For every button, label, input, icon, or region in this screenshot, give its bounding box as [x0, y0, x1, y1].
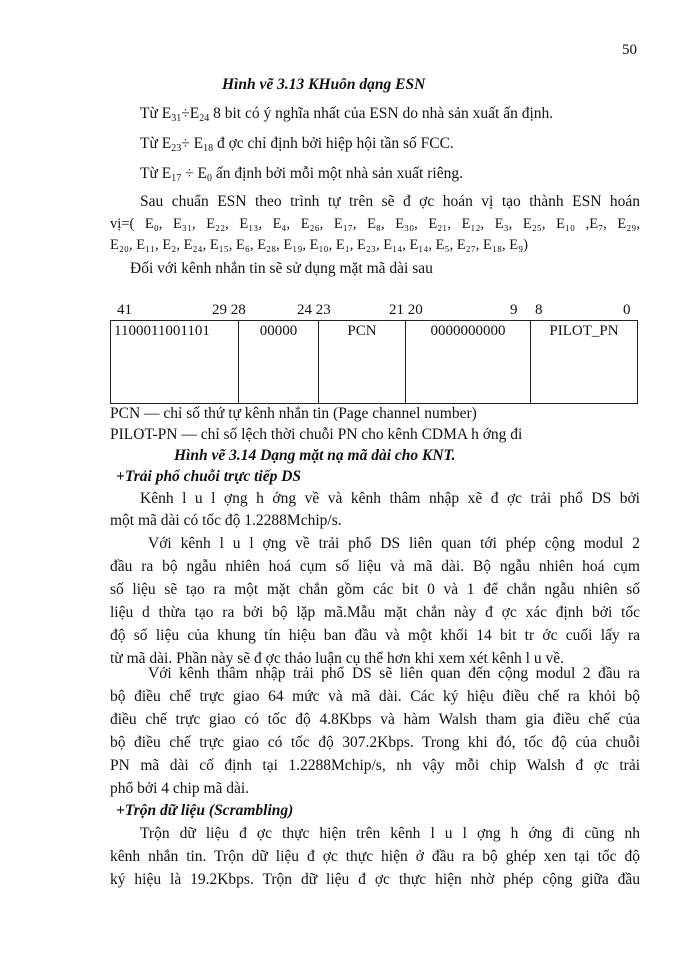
esn-line-2-a: Từ E [140, 135, 172, 152]
esn-line-2-sub2: 18 [203, 143, 214, 154]
esn-line-2-sub1: 23 [171, 143, 182, 154]
ds-para-3-line-3: điều chế trực giao có tốc độ 4.8Kbps và hàm Walsh tham gia điều chế của [110, 711, 640, 728]
scr-para-line-1: Trộn dữ liệu đ ợc thực hiện trên kênh l u l ợng h ớng đi cũng nh [140, 825, 640, 842]
scr-para-line-3: ký hiệu là 19.2Kbps. Trộn dữ liệu đ ợc thực hiện nhờ phép cộng giữa đầu [110, 871, 640, 888]
long-code-mask-frame [110, 320, 638, 404]
esn-line-1-b: ÷E [181, 105, 200, 122]
esn-line-1-a: Từ E [140, 105, 172, 122]
esn-line-1-sub2: 24 [199, 113, 210, 124]
bit-label-8: 8 [535, 302, 543, 318]
ds-para-2-line-4: liệu d thừa tạo ra bởi bộ lặp mã.Mẫu mặt chắn này đ ợc xác định bởi tốc [110, 604, 640, 621]
esn-line-3-sub2: 0 [206, 173, 212, 184]
scr-para-line-2: kênh nhắn tin. Trộn dữ liệu đ ợc thực hiện ở đầu ra bộ ghép xen tại tốc độ [110, 848, 640, 865]
def-pilot-pn: PILOT-PN — chỉ số lệch thời chuỗi PN cho kênh CDMA h ớng đi [110, 426, 523, 443]
ds-para-3-line-6: phổ bởi 4 chip mã dài. [110, 780, 250, 797]
bit-label-41: 41 [117, 302, 132, 318]
ds-para-2-line-6: từ mã dài. Phần này sẽ đ ợc thảo luận cụ thể hơn khi xem xét kênh l u về. [110, 650, 564, 667]
field-zeros-12: 0000000000 [406, 321, 531, 404]
esn-line-1-sub1: 31 [171, 113, 182, 124]
ds-para-1-line-2: một mã dài có tốc độ 1.2288Mchip/s. [110, 512, 342, 529]
figure-3-14-caption: Hình vẽ 3.14 Dạng mặt nạ mã dài cho KNT. [174, 447, 456, 464]
field-pcn: PCN [319, 321, 406, 404]
paging-channel-intro: Đối với kênh nhắn tin sẽ sử dụng mặt mã dài sau [130, 260, 433, 277]
bit-label-24-23: 24 23 [297, 302, 331, 318]
ds-para-2-line-1: Với kênh l u l ợng về trải phổ DS liên quan tới phép cộng modul 2 [148, 535, 640, 552]
section-scrambling-heading: +Trộn dữ liệu (Scrambling) [116, 802, 294, 819]
esn-line-1-c: 8 bit có ý nghĩa nhất của ESN do nhà sản xuất ấn định. [209, 105, 554, 122]
ds-para-3-line-4: bộ điều chế trực giao có tốc độ 307.2Kbps. Trong khi đó, tốc độ của chuỗi [110, 734, 640, 751]
field-pilot-pn: PILOT_PN [531, 321, 638, 404]
esn-line-2-b: ÷ E [181, 135, 204, 152]
ds-para-3-line-2: bộ điều chế trực giao 64 mức và mã dài. Các ký hiệu điều chế ra khỏi bộ [110, 688, 640, 705]
ds-para-3-line-5: PN mã dài cố định tại 1.2288Mchip/s, nh vậy mỗi chip Walsh đ ợc trải [110, 757, 640, 774]
ds-para-2-line-2: đầu ra bộ ngẫu nhiên hoá cụm số liệu và mã dài. Bộ ngẫu nhiên hoá cụm [110, 558, 640, 575]
esn-line-3-sub1: 17 [171, 173, 182, 184]
bit-label-0: 0 [623, 302, 631, 318]
bit-label-29-28: 29 28 [212, 302, 246, 318]
ds-para-2-line-5: độ số liệu của khung tín hiệu ban đầu và một khối 14 bit tr ớc cuối lấy ra [110, 627, 640, 644]
ds-para-1-line-1: Kênh l u l ợng h ớng về và kênh thâm nhập xẽ đ ợc trải phổ DS bởi [140, 490, 640, 507]
esn-line-2 [140, 134, 454, 159]
bit-label-21-20: 21 20 [389, 302, 423, 318]
esn-permutation-line-2: vị=( E₀, E₃₁, E₂₂, E₁₃, E₄, E₂₆, E₁₇, E₈, E₃₀, E₂₁, E₁₂, E₃, E₂₅, E₁₀ ,E₇, E₂₉, [110, 216, 640, 232]
bit-label-9: 9 [510, 302, 518, 318]
field-zeros-5: 00000 [239, 321, 319, 404]
section-ds-heading: +Trải phổ chuỗi trực tiếp DS [116, 468, 302, 485]
esn-line-3-c: ấn định bởi mỗi một nhà sản xuất riêng. [211, 165, 463, 182]
figure-3-13-caption: Hình vẽ 3.13 KHuôn dạng ESN [222, 76, 426, 93]
ds-para-3-line-1: Với kênh thâm nhập trải phổ DS sẽ liên quan đến cộng modul 2 đầu ra [148, 665, 640, 682]
esn-line-3-b: ÷ E [181, 165, 207, 182]
page-number: 50 [622, 42, 637, 58]
field-fixed-bits: 1100011001101 [111, 321, 239, 404]
esn-line-3-a: Từ E [140, 165, 172, 182]
esn-permutation-intro: Sau chuẩn ESN theo trình tự trên sẽ đ ợc hoán vị tạo thành ESN hoán [140, 193, 640, 210]
ds-para-2-line-3: số liệu sẽ tạo ra một mặt chắn gồm các bit 0 và 1 để chắn ngẫu nhiên số [110, 581, 640, 598]
esn-line-3 [140, 164, 463, 189]
esn-line-2-c: đ ợc chỉ định bởi hiệp hội tần số FCC. [213, 135, 454, 152]
def-pcn: PCN — chỉ số thứ tự kênh nhắn tin (Page channel number) [110, 405, 477, 422]
esn-permutation-line-3: E₂₀, E₁₁, E₂, E₂₄, E₁₅, E₆, E₂₈, E₁₉, E₁₀, E₁, E₂₃, E₁₄, E₁₄, E₅, E₂₇, E₁₈, E₉) [110, 237, 529, 253]
esn-line-1 [140, 104, 553, 129]
